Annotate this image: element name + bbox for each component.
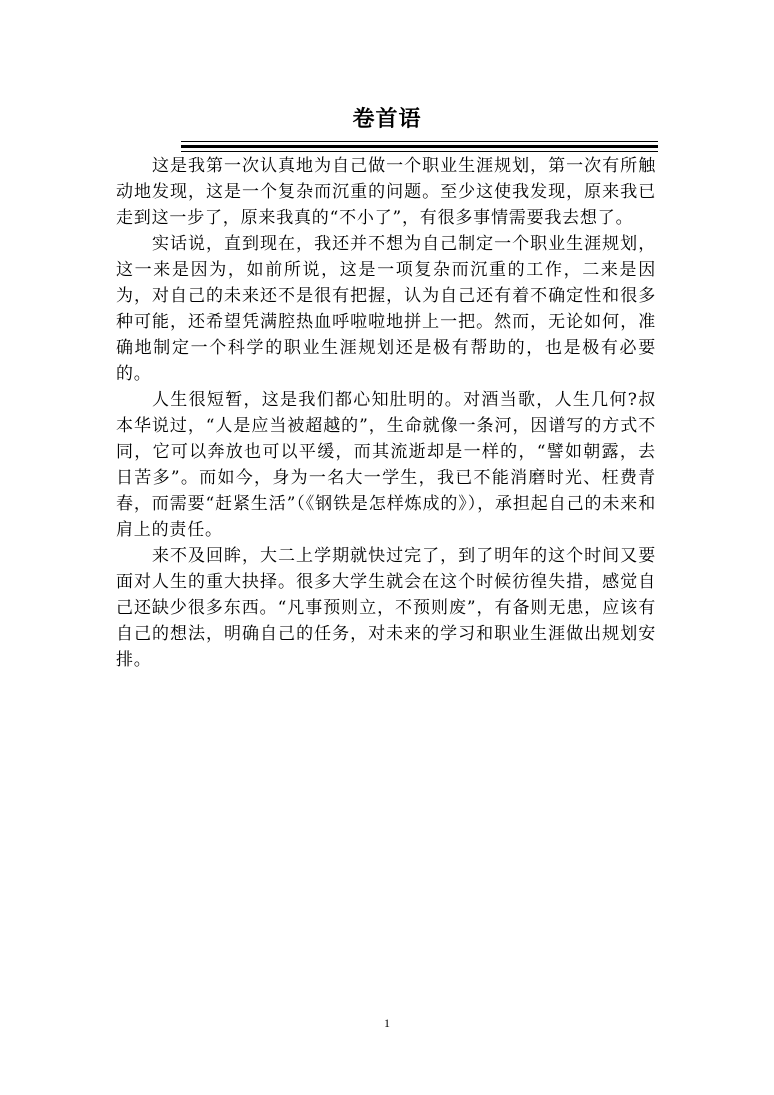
paragraph-2: 实话说，直到现在，我还并不想为自己制定一个职业生涯规划，这一来是因为，如前所说，这是一项复杂而沉重的工作，二来是因为，对自己的未来还不是很有把握，认为自己还有着不确定性和很多种可能，还希望凭满腔热血呼啦啦地拼上一把。然而，无论如何，准确地制定一个科学的职业生涯规划还是极有帮助的，也是极有必要的。 (116, 234, 656, 384)
page-number: 1 (384, 1016, 390, 1030)
paragraph-4: 来不及回眸，大二上学期就快过完了，到了明年的这个时间又要面对人生的重大抉择。很多大学生就会在这个时候彷徨失措，感觉自己还缺少很多东西。“凡事预则立，不预则废”，有备则无患，应该有自己的想法，明确自己的任务，对未来的学习和职业生涯做出规划安排。 (116, 546, 656, 670)
title-divider-thick (181, 145, 658, 148)
body-text (116, 153, 656, 673)
paragraph-1: 这是我第一次认真地为自己做一个职业生涯规划，第一次有所触动地发现，这是一个复杂而沉重的问题。至少这使我发现，原来我已走到这一步了，原来我真的“不小了”，有很多事情需要我去想了。 (116, 156, 656, 228)
title-divider-bottom-thin (181, 151, 658, 152)
title-divider-top-thin (181, 141, 658, 142)
paragraph-3: 人生很短暂，这是我们都心知肚明的。对酒当歌，人生几何?叔本华说过，“人是应当被超越的”，生命就像一条河，因谱写的方式不同，它可以奔放也可以平缓，而其流逝却是一样的，“譬如朝露，去日苦多”。而如今，身为一名大一学生，我已不能消磨时光、枉费青春，而需要“赶紧生活”（《钢铁是怎样炼成的》），承担起自己的未来和肩上的责任。 (116, 390, 656, 540)
page-title: 卷首语 (352, 106, 422, 132)
